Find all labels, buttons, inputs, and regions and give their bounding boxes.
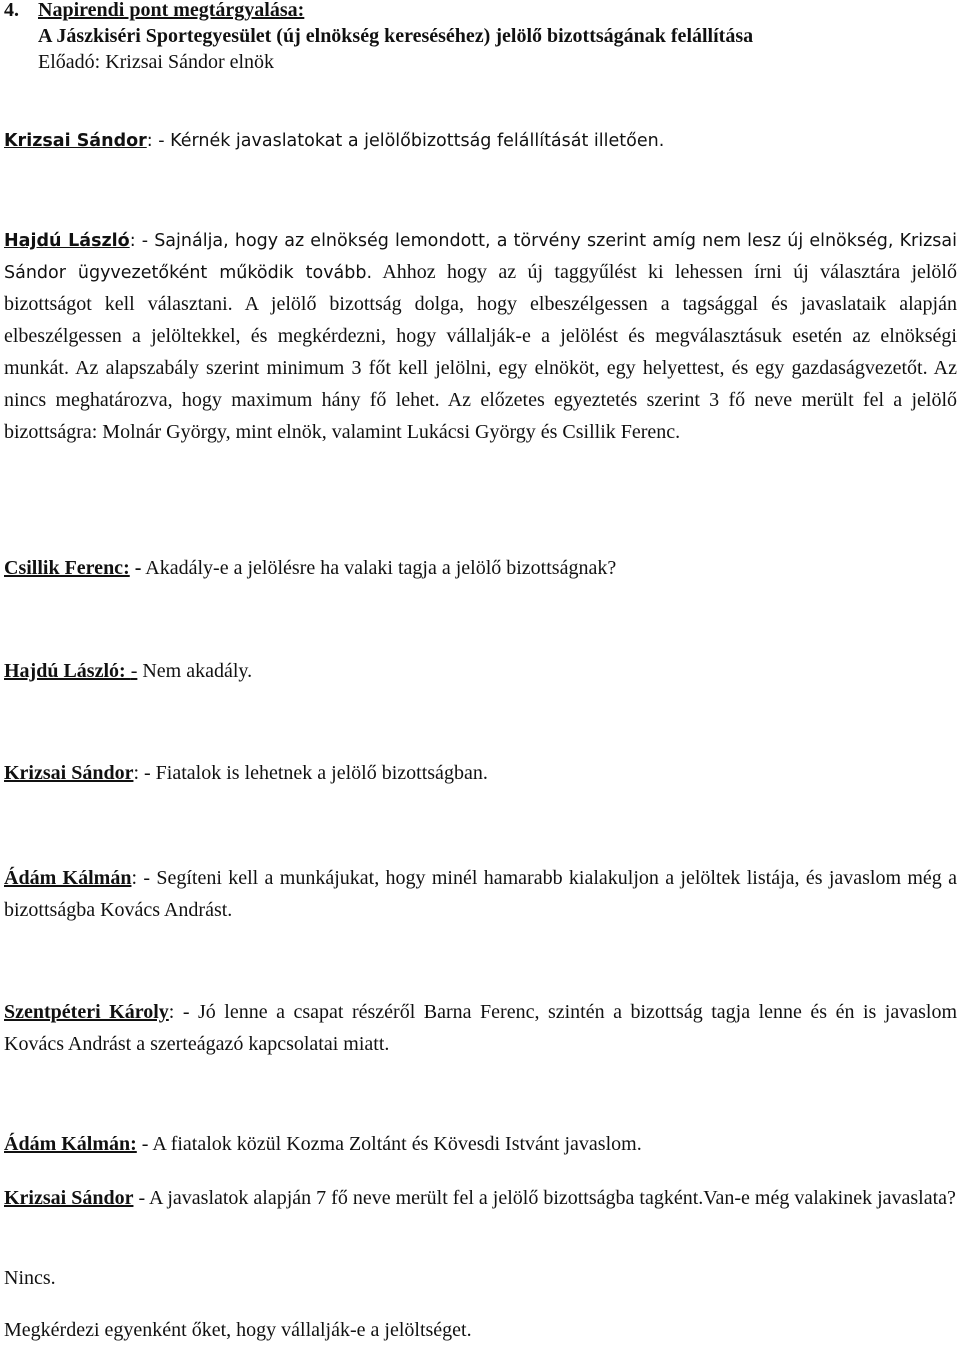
speaker-separator: :	[168, 1001, 175, 1023]
speaker-separator: :	[146, 131, 153, 151]
statement-text-continued: Ahhoz hogy az új taggyűlést ki lehessen írni új választára jelölő bizottságot kell választani.	[4, 261, 957, 315]
statement-szentpeteri	[4, 996, 957, 1060]
statement-text: - Sajnálja, hogy az elnökség lemondott, a törvény szerint amíg nem lesz új elnökség, Krizsai Sándor ügyvezetőként működik tovább.	[4, 231, 957, 283]
statement-hajdu-1	[4, 225, 957, 449]
speaker-name: Ádám Kálmán	[4, 867, 132, 889]
agenda-heading-line	[4, 0, 957, 23]
agenda-title: A Jászkiséri Sportegyesület (új elnökség kereséséhez) jelölő bizottságának felállítása	[38, 25, 754, 47]
statement-text-continued-2: A jelölő bizottság dolga, hogy elbeszélgessen a tagsággal és javaslataik alapján elbeszélgessen a jelöltekkel, és megkérdezni, hogy vállalják-e a jelölést és megválasztásuk esetén az elnökségi munkát. Az alapszabály szerint minimum 3 főt kell jelölni, egy elnököt, egy helyettest, és egy gazdaságvezetőt. Az nincs meghatározva, hogy maximum hány fő lehet. Az előzetes egyeztetés szerint 3 fő neve merült fel a jelölő bizottságra: Molnár György, mint elnök, valamint Lukácsi György és Csillik Ferenc.	[4, 293, 957, 443]
speaker-name: Csillik Ferenc:	[4, 557, 130, 579]
statement-text: Akadály-e a jelölésre ha valaki tagja a jelölő bizottságnak?	[141, 557, 617, 579]
statement-text: - A fiatalok közül Kozma Zoltánt és Kövesdi Istvánt javaslom.	[136, 1133, 642, 1155]
statement-krizsai-3	[4, 1182, 957, 1214]
speaker-name: Szentpéteri Károly	[4, 1001, 169, 1023]
statement-adam-1	[4, 862, 957, 926]
statement-krizsai-2	[4, 760, 957, 786]
statement-text: Nem akadály.	[137, 660, 253, 682]
speaker-name: Hajdú László:	[4, 660, 131, 682]
answer-line: Nincs.	[4, 1267, 56, 1289]
statement-krizsai-1	[4, 125, 957, 157]
speaker-separator: :	[129, 231, 136, 251]
statement-adam-2	[4, 1131, 957, 1157]
speaker-separator: :	[133, 762, 140, 784]
statement-text: - Fiatalok is lehetnek a jelölő bizottságban.	[139, 762, 488, 784]
speaker-name: Hajdú László	[4, 231, 130, 251]
speaker-name: Krizsai Sándor	[4, 762, 134, 784]
statement-hajdu-2	[4, 658, 957, 684]
final-line: Megkérdezi egyenként őket, hogy vállalják-e a jelöltséget.	[4, 1319, 472, 1341]
speaker-dash: -	[130, 660, 138, 682]
speaker-name: Krizsai Sándor	[4, 131, 147, 151]
speaker-name: Krizsai Sándor	[4, 1187, 134, 1209]
speaker-name: Ádám Kálmán:	[4, 1133, 137, 1155]
statement-text: - A javaslatok alapján 7 fő neve merült fel a jelölő bizottságba tagként.Van-e még valakinek javaslata?	[133, 1187, 956, 1209]
speaker-dash: -	[129, 557, 142, 579]
agenda-heading: Napirendi pont megtárgyalása:	[38, 0, 305, 21]
statement-csillik	[4, 555, 957, 581]
statement-text: - Jó lenne a csapat részéről Barna Ferenc, szintén a bizottság tagja lenne és én is javaslom Kovács Andrást a szerteágazó kapcsolatai miatt.	[4, 1001, 958, 1055]
agenda-number: 4.	[4, 0, 19, 21]
agenda-presenter: Előadó: Krizsai Sándor elnök	[38, 51, 275, 73]
statement-text: - Kérnék javaslatokat a jelölőbizottság felállítását illetően.	[152, 131, 665, 151]
agenda-section	[4, 0, 957, 75]
statement-text: - Segíteni kell a munkájukat, hogy minél hamarabb kialakuljon a jelöltek listája, és javaslom még a bizottságba Kovács Andrást.	[4, 867, 958, 921]
speaker-separator: :	[131, 867, 138, 889]
